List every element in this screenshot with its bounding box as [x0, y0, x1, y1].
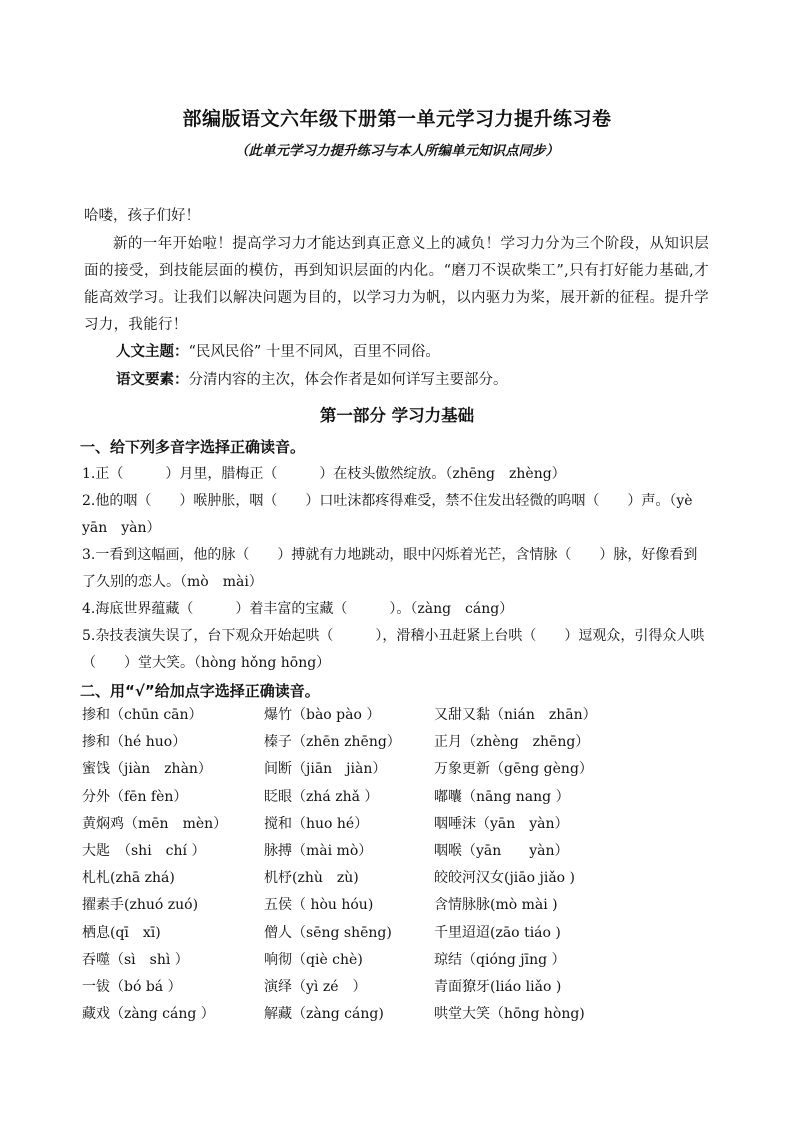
grid-item: 嘟囔（nāng nang ）	[434, 788, 570, 805]
grid-row	[82, 704, 712, 731]
grid-item: 搅和（huo hé）	[264, 815, 369, 832]
grid-item: 琼结（qióng jīng ）	[434, 951, 566, 968]
grid-row	[82, 867, 712, 894]
grid-item: 蜜饯（jiàn zhàn）	[82, 761, 212, 778]
grid-item: 掺和（hé huo）	[82, 734, 187, 751]
grid-item: 札札(zhā zhá)	[82, 870, 175, 887]
grid-item: 青面獠牙(liáo liǎo )	[434, 978, 562, 995]
grid-item: 万象更新（gēng gèng）	[434, 761, 593, 778]
grid-item: 咽唾沫（yān yàn）	[434, 815, 569, 832]
grid-item: 掺和（chūn cān）	[82, 707, 203, 723]
grid-item: 哄堂大笑（hōng hòng)	[434, 1006, 585, 1023]
grid-item: 僧人（sēng shēng)	[264, 924, 392, 941]
grid-item: 五侯（ hòu hóu)	[264, 897, 374, 914]
grid-item: 榛子（zhēn zhēng）	[264, 734, 401, 751]
grid-item: 又甜又黏（nián zhān）	[434, 707, 597, 723]
page-title: 部编版语文六年级下册第一单元学习力提升练习卷	[182, 108, 612, 130]
grid-item: 间断（jiān jiàn）	[264, 761, 387, 778]
greeting: 哈喽，孩子们好！	[84, 208, 200, 224]
grid-item: 爆竹（bào pào ）	[264, 707, 381, 723]
question-2: 2.他的咽（ ）喉肿胀，咽（ ）口吐沫都疼得难受，禁不住发出轻微的呜咽（ ）声。（yè yān yàn）	[82, 493, 707, 536]
grid-item: 响彻（qiè chè)	[264, 951, 363, 968]
grid-row	[82, 840, 712, 867]
grid-item: 眨眼（zhá zhǎ ）	[264, 788, 379, 805]
grid-item: 千里迢迢(zāo tiáo )	[434, 924, 561, 941]
grid-row	[82, 1003, 712, 1030]
grid-item: 黄焖鸡（mēn mèn）	[82, 815, 228, 832]
grid-row	[82, 922, 712, 949]
element-value: 分清内容的主次，体会作者是如何详写主要部分。	[188, 372, 508, 388]
question-1: 1.正（ ）月里，腊梅正（ ）在枝头傲然绽放。（zhēng zhèng）	[82, 466, 566, 482]
grid-item: 皎皎河汉女(jiāo jiǎo )	[434, 870, 576, 887]
grid-item: 机杼(zhù zù)	[264, 870, 359, 887]
grid-item: 解藏（zàng cáng)	[264, 1006, 384, 1023]
grid-item: 藏戏（zàng cáng ）	[82, 1006, 215, 1023]
section2-title: 二、用“√”给加点字选择正确读音。	[80, 682, 320, 700]
grid-item: 大匙 （shi chí ）	[82, 842, 206, 859]
grid-item: 分外（fēn fèn）	[82, 788, 188, 805]
question-3: 3.一看到这幅画，他的脉（ ）搏就有力地跳动，眼中闪烁着光芒，含情脉（ ）脉，好像看到了久别的恋人。（mò mài）	[82, 547, 698, 590]
grid-row	[82, 894, 712, 921]
grid-item: 演绎（yì zé ）	[264, 978, 367, 995]
grid-row	[82, 949, 712, 976]
section1-title: 一、给下列多音字选择正确读音。	[80, 438, 306, 456]
grid-row	[82, 758, 712, 785]
grid-row	[82, 786, 712, 813]
question-4: 4.海底世界蕴藏（ ）着丰富的宝藏（ ）。（zàng cáng）	[82, 601, 514, 617]
grid-row	[82, 731, 712, 758]
theme-value: “民风民俗” 十里不同风，百里不同俗。	[188, 344, 440, 360]
theme-label: 人文主题：	[116, 344, 189, 360]
grid-item: 脉搏（mài mò）	[264, 842, 373, 859]
grid-row	[82, 976, 712, 1003]
grid-item: 栖息(qī xī)	[82, 924, 161, 941]
grid-item: 一钹（bó bá ）	[82, 978, 182, 995]
grid-item: 含情脉脉(mò mài )	[434, 897, 558, 914]
grid-item: 擢素手(zhuó zuó)	[82, 897, 199, 914]
intro-paragraph: 新的一年开始啦！提高学习力才能达到真正意义上的减负！学习力分为三个阶段，从知识层面的接受，到技能层面的模仿，再到知识层面的内化。“磨刀不误砍柴工”,只有打好能力基础,才能高效学习。让我们以解决问题为目的，以学习力为帆，以内驱力为桨，展开新的征程。提升学习力，我能行！	[84, 236, 709, 333]
element-label: 语文要素：	[116, 372, 189, 388]
page-subtitle: （此单元学习力提升练习与本人所编单元知识点同步）	[235, 143, 559, 159]
grid-row	[82, 813, 712, 840]
grid-item: 吞噬（sì shì ）	[82, 951, 189, 968]
part-title: 第一部分 学习力基础	[319, 406, 475, 425]
grid-item: 咽喉（yān yàn）	[434, 842, 569, 859]
question-5: 5.杂技表演失误了，台下观众开始起哄（ ），滑稽小丑赶紧上台哄（ ）逗观众，引得众人哄（ ）堂大笑。（hòng hǒng hōng）	[82, 628, 705, 671]
theme-line	[116, 339, 440, 365]
element-line	[116, 367, 508, 393]
grid-item: 正月（zhèng zhēng）	[434, 734, 590, 751]
pinyin-grid	[82, 704, 712, 1030]
